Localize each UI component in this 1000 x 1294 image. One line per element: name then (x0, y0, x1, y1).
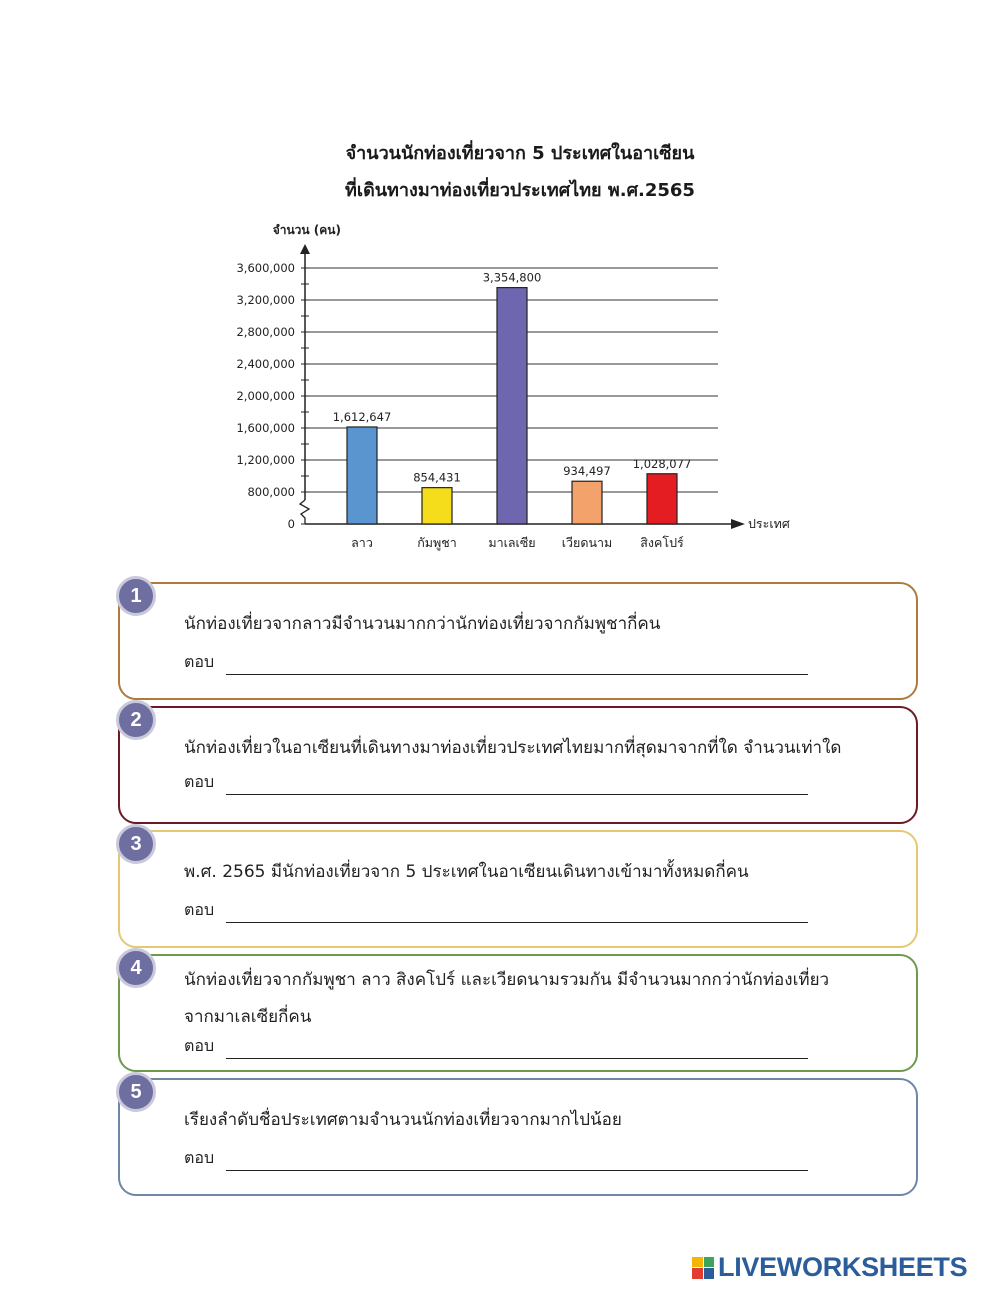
question-number-badge: 5 (116, 1072, 156, 1112)
question-text: นักท่องเที่ยวจากลาวมีจำนวนมากกว่านักท่องเที่ยวจากกัมพูชากี่คน (184, 614, 661, 634)
liveworksheets-logo (692, 1252, 967, 1283)
axis-break-mark (300, 500, 309, 524)
question-box-4 (118, 954, 918, 1072)
answer-input-3[interactable] (226, 900, 808, 923)
y-axis-arrow (300, 244, 310, 254)
answer-input-2[interactable] (226, 772, 808, 795)
data-label: 1,028,077 (632, 456, 692, 471)
brand-name: LIVEWORKSHEETS (718, 1252, 968, 1282)
answer-row (184, 650, 808, 675)
question-text: เรียงลำดับชื่อประเทศตามจำนวนนักท่องเที่ยวจากมากไปน้อย (184, 1110, 622, 1130)
data-label: 934,497 (563, 464, 611, 479)
data-label: 3,354,800 (482, 270, 542, 285)
question-text-line-1: นักท่องเที่ยวจากกัมพูชา ลาว สิงคโปร์ และเวียดนามรวมกัน มีจำนวนมากกว่านักท่องเที่ยว (184, 970, 830, 990)
x-tick-label: สิงคโปร์ (640, 535, 684, 550)
answer-label: ตอบ (184, 772, 215, 791)
chart-subtitle: ที่เดินทางมาท่องเที่ยวประเทศไทย พ.ศ.2565 (345, 180, 695, 201)
y-tick-label: 3,600,000 (236, 261, 295, 275)
bar (497, 288, 527, 524)
x-axis-arrow (731, 519, 745, 529)
logo-icon (692, 1257, 714, 1279)
question-box-3 (118, 830, 918, 948)
bar-chart (0, 210, 1000, 555)
chart-title: จำนวนนักท่องเที่ยวจาก 5 ประเทศในอาเซียน (345, 143, 695, 164)
bar (347, 427, 377, 524)
bar (647, 474, 677, 524)
y-tick-label: 2,400,000 (236, 357, 295, 371)
data-label: 854,431 (413, 470, 461, 485)
answer-input-4[interactable] (226, 1036, 808, 1059)
answer-input-5[interactable] (226, 1148, 808, 1171)
question-text: พ.ศ. 2565 มีนักท่องเที่ยวจาก 5 ประเทศในอาเซียนเดินทางเข้ามาทั้งหมดกี่คน (184, 862, 749, 882)
answer-row (184, 770, 808, 795)
y-axis-label: จำนวน (คน) (272, 223, 341, 237)
y-tick-label: 2,000,000 (236, 389, 295, 403)
bar (572, 481, 602, 524)
answer-label: ตอบ (184, 652, 215, 671)
question-number-badge: 4 (116, 948, 156, 988)
question-number-badge: 1 (116, 576, 156, 616)
answer-input-1[interactable] (226, 652, 808, 675)
answer-label: ตอบ (184, 1148, 215, 1167)
answer-row (184, 1146, 808, 1171)
x-tick-label: กัมพูชา (417, 535, 457, 550)
question-number-badge: 2 (116, 700, 156, 740)
y-tick-label: 1,600,000 (236, 421, 295, 435)
y-tick-label: 800,000 (247, 485, 295, 499)
question-text: นักท่องเที่ยวในอาเซียนที่เดินทางมาท่องเที่ยวประเทศไทยมากที่สุดมาจากที่ใด จำนวนเท่าใด (184, 738, 842, 758)
x-tick-label: เวียดนาม (561, 535, 613, 550)
answer-row (184, 898, 808, 923)
question-text (184, 962, 886, 1036)
answer-label: ตอบ (184, 1036, 215, 1055)
y-tick-label: 1,200,000 (236, 453, 295, 467)
bar (422, 488, 452, 524)
question-box-5 (118, 1078, 918, 1196)
answer-row (184, 1034, 808, 1059)
data-label: 1,612,647 (332, 409, 392, 424)
question-box-2 (118, 706, 918, 824)
y-tick-label: 3,200,000 (236, 293, 295, 307)
question-number-badge: 3 (116, 824, 156, 864)
y-tick-label: 0 (287, 517, 295, 531)
x-tick-label: มาเลเซีย (488, 535, 536, 550)
x-axis-label: ประเทศ (748, 516, 790, 531)
x-tick-label: ลาว (351, 535, 373, 550)
question-box-1 (118, 582, 918, 700)
question-text-line-2: จากมาเลเซียกี่คน (184, 1007, 312, 1027)
y-tick-label: 2,800,000 (236, 325, 295, 339)
answer-label: ตอบ (184, 900, 215, 919)
